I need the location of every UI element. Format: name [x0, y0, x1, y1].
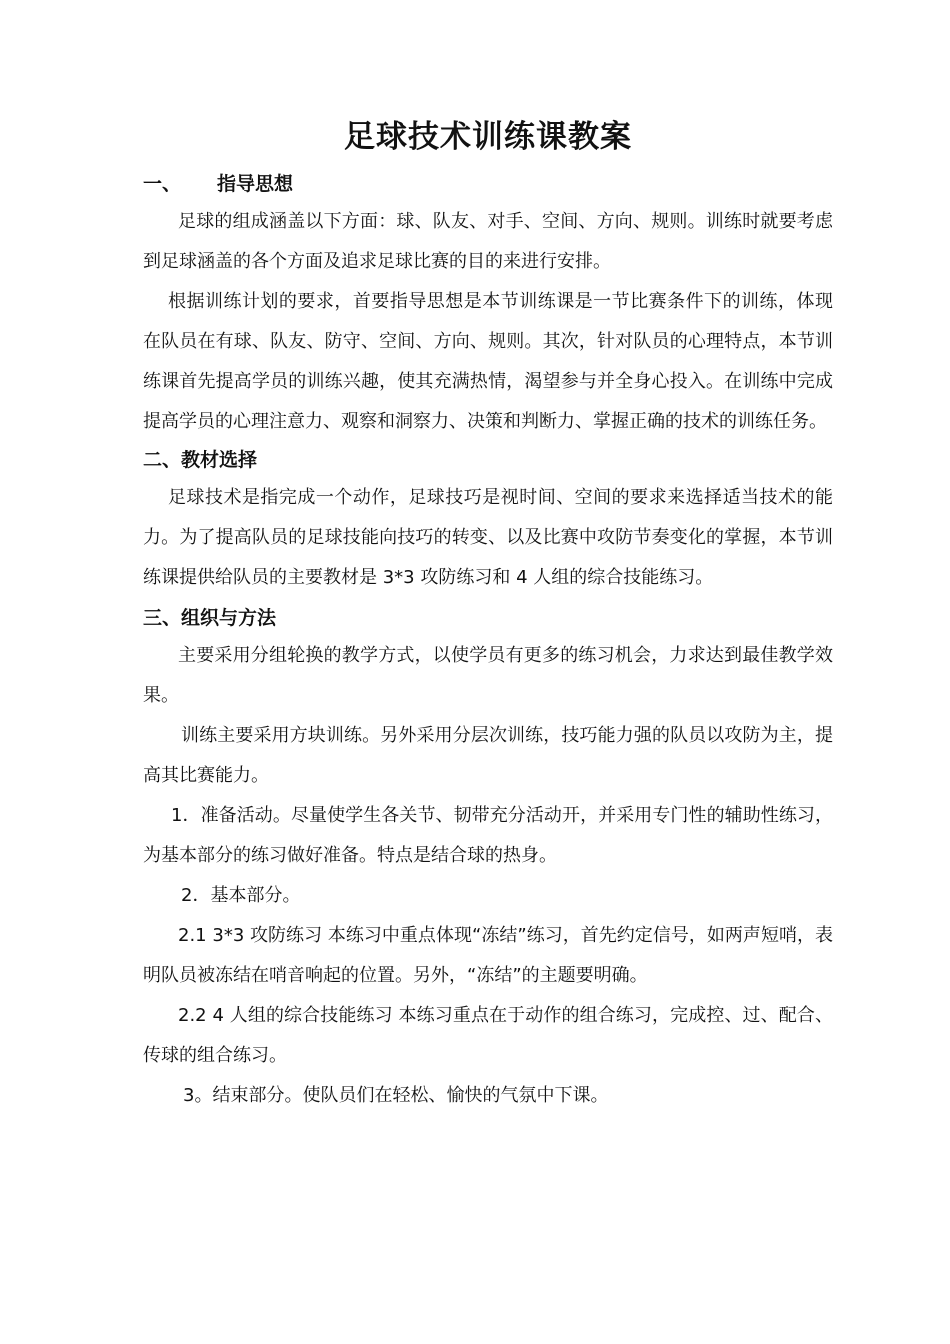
- paragraph: 2.2 4 人组的综合技能练习 本练习重点在于动作的组合练习，完成控、过、配合、传球的组合练习。: [143, 1005, 833, 1066]
- section-heading-text: 指导思想: [217, 173, 294, 195]
- section-heading-1: [143, 166, 833, 202]
- section-number: 三、: [143, 607, 182, 629]
- paragraph: 主要采用分组轮换的教学方式，以使学员有更多的练习机会，力求达到最佳教学效果。: [143, 645, 833, 706]
- section-heading-2: [143, 442, 833, 478]
- section-heading-text: 教材选择: [181, 449, 258, 471]
- paragraph: 1．准备活动。尽量使学生各关节、韧带充分活动开，并采用专门性的辅助性练习，为基本部分的练习做好准备。特点是结合球的热身。: [143, 805, 833, 866]
- document-page: [143, 112, 833, 1116]
- paragraph: 训练主要采用方块训练。另外采用分层次训练，技巧能力强的队员以攻防为主，提高其比赛能力。: [143, 725, 833, 786]
- paragraph: 足球的组成涵盖以下方面：球、队友、对手、空间、方向、规则。训练时就要考虑到足球涵盖的各个方面及追求足球比赛的目的来进行安排。: [143, 211, 833, 272]
- paragraph: 2.1 3*3 攻防练习 本练习中重点体现“冻结”练习，首先约定信号，如两声短哨，表明队员被冻结在哨音响起的位置。另外，“冻结”的主题要明确。: [143, 925, 833, 986]
- section-heading-3: [143, 600, 833, 636]
- page-title: 足球技术训练课教案: [344, 119, 632, 155]
- paragraph: 3。结束部分。使队员们在轻松、愉快的气氛中下课。: [183, 1085, 609, 1106]
- section-number: 一、: [143, 173, 182, 195]
- paragraph: 根据训练计划的要求，首要指导思想是本节训练课是一节比赛条件下的训练，体现在队员在有球、队友、防守、空间、方向、规则。其次，针对队员的心理特点，本节训练课首先提高学员的训练兴趣，使其充满热情，渴望参与并全身心投入。在训练中完成提高学员的心理注意力、观察和洞察力、决策和判断力、掌握正确的技术的训练任务。: [143, 291, 833, 432]
- section-heading-text: 组织与方法: [181, 607, 277, 629]
- paragraph: 2．基本部分。: [181, 885, 301, 906]
- section-number: 二、: [143, 449, 182, 471]
- paragraph: 足球技术是指完成一个动作，足球技巧是视时间、空间的要求来选择适当技术的能力。为了提高队员的足球技能向技巧的转变、以及比赛中攻防节奏变化的掌握，本节训练课提供给队员的主要教材是 3*3 攻防练习和 4 人组的综合技能练习。: [143, 487, 833, 588]
